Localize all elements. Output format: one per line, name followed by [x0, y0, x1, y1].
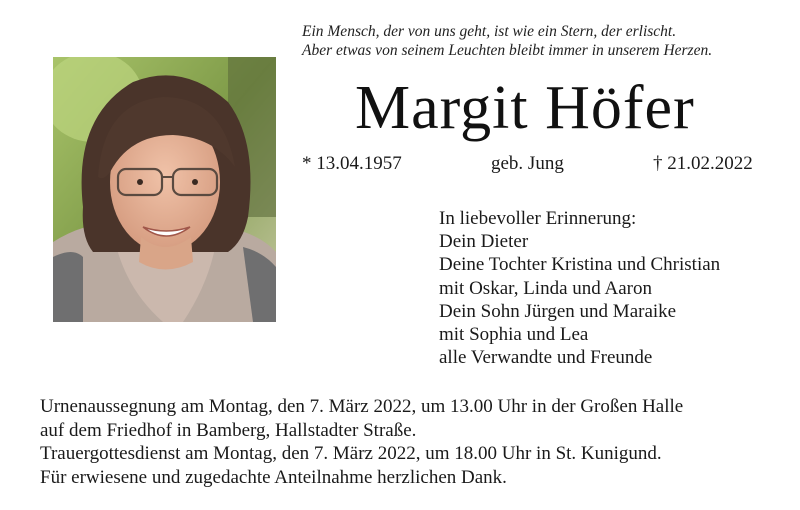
- notice-line: auf dem Friedhof in Bamberg, Hallstadter Straße.: [40, 419, 417, 441]
- mourners-line: mit Oskar, Linda und Aaron: [439, 277, 652, 299]
- notice-line: Für erwiesene und zugedachte Anteilnahme herzlichen Dank.: [40, 466, 507, 488]
- mourners-list: [439, 207, 720, 369]
- maiden-name: geb. Jung: [491, 153, 564, 174]
- birth-date: * 13.04.1957: [302, 153, 402, 174]
- mourners-line: Dein Sohn Jürgen und Maraike: [439, 300, 677, 322]
- mourners-line: alle Verwandte und Freunde: [439, 347, 653, 369]
- mourners-line: Deine Tochter Kristina und Christian: [439, 254, 721, 276]
- notice-line: Trauergottesdienst am Montag, den 7. März 2022, um 18.00 Uhr in St. Kunigund.: [40, 443, 662, 464]
- memorial-quote: [302, 22, 772, 60]
- death-date: † 21.02.2022: [653, 153, 753, 174]
- deceased-name: Margit Höfer: [355, 74, 695, 142]
- quote-line: Ein Mensch, der von uns geht, ist wie ein Stern, der erlischt.: [302, 23, 677, 40]
- funeral-notice: [40, 395, 765, 489]
- mourners-line: Dein Dieter: [439, 231, 529, 253]
- portrait-photo: [53, 57, 276, 322]
- quote-line: Aber etwas von seinem Leuchten bleibt immer in unserem Herzen.: [302, 42, 713, 59]
- mourners-line: mit Sophia und Lea: [439, 324, 589, 346]
- notice-line: Urnenaussegnung am Montag, den 7. März 2022, um 13.00 Uhr in der Großen Halle: [40, 396, 684, 417]
- mourners-line: In liebevoller Erinnerung:: [439, 208, 637, 229]
